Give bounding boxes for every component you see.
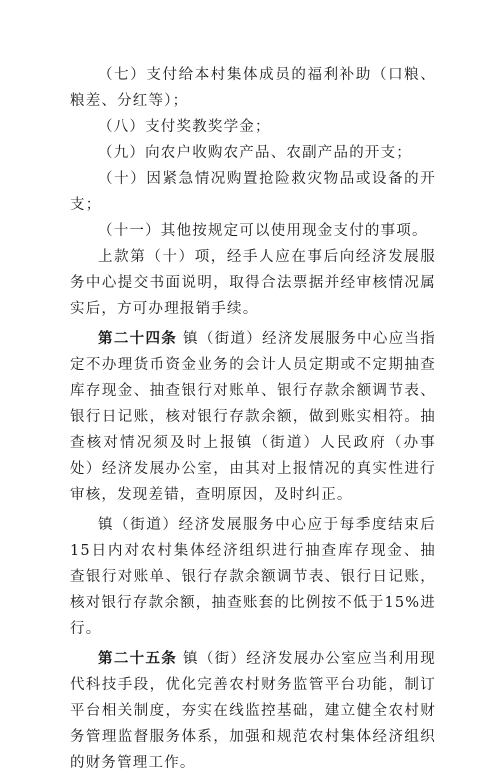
paragraph-item10-note: 上款第（十）项，经手人应在事后向经济发展服务中心提交书面说明，取得合法票据并经审核情况属实后，方可办理报销手续。 — [70, 249, 436, 317]
list-item-7: （七）支付给本村集体成员的福利补助（口粮、粮差、分红等）； — [70, 67, 436, 109]
article-25-text: 镇（街）经济发展办公室应当利用现代科技手段，优化完善农村财务监管平台功能，制订平台相关制度，夯实在线监控基础，建立健全农村财务管理监督服务体系，加强和规范农村集体经济组织的财务管理工作。 — [70, 651, 436, 771]
list-item-8: （八）支付奖教奖学金； — [98, 119, 271, 135]
list-item-11: （十一）其他按规定可以使用现金支付的事项。 — [98, 223, 428, 239]
list-item-9: （九）向农户收购农产品、农副产品的开支； — [98, 145, 412, 161]
article-24-text: 镇（街道）经济发展服务中心应当指定不办理货币资金业务的会计人员定期或不定期抽查库存现金、抽查银行对账单、银行存款余额调节表、银行日记账，核对银行存款余额，做到账实相符。抽查核对情况须及时上报镇（街道）人民政府（办事处）经济发展办公室，由其对上报情况的真实性进行审核，发现差错，查明原因，及时纠正。 — [70, 331, 436, 503]
article-25 — [70, 646, 436, 776]
article-24-label: 第二十四条 — [98, 330, 178, 347]
article-25-label: 第二十五条 — [98, 650, 178, 667]
paragraph-quarterly-check: 镇（街道）经济发展服务中心应于每季度结束后15日内对农村集体经济组织进行抽查库存现金、抽查银行对账单、银行存款余额调节表、银行日记账，核对银行存款余额，抽查账套的比例按不低于15%进行。 — [70, 517, 436, 637]
list-item-10: （十）因紧急情况购置抢险救灾物品或设备的开支； — [70, 171, 436, 213]
article-24 — [70, 326, 436, 508]
